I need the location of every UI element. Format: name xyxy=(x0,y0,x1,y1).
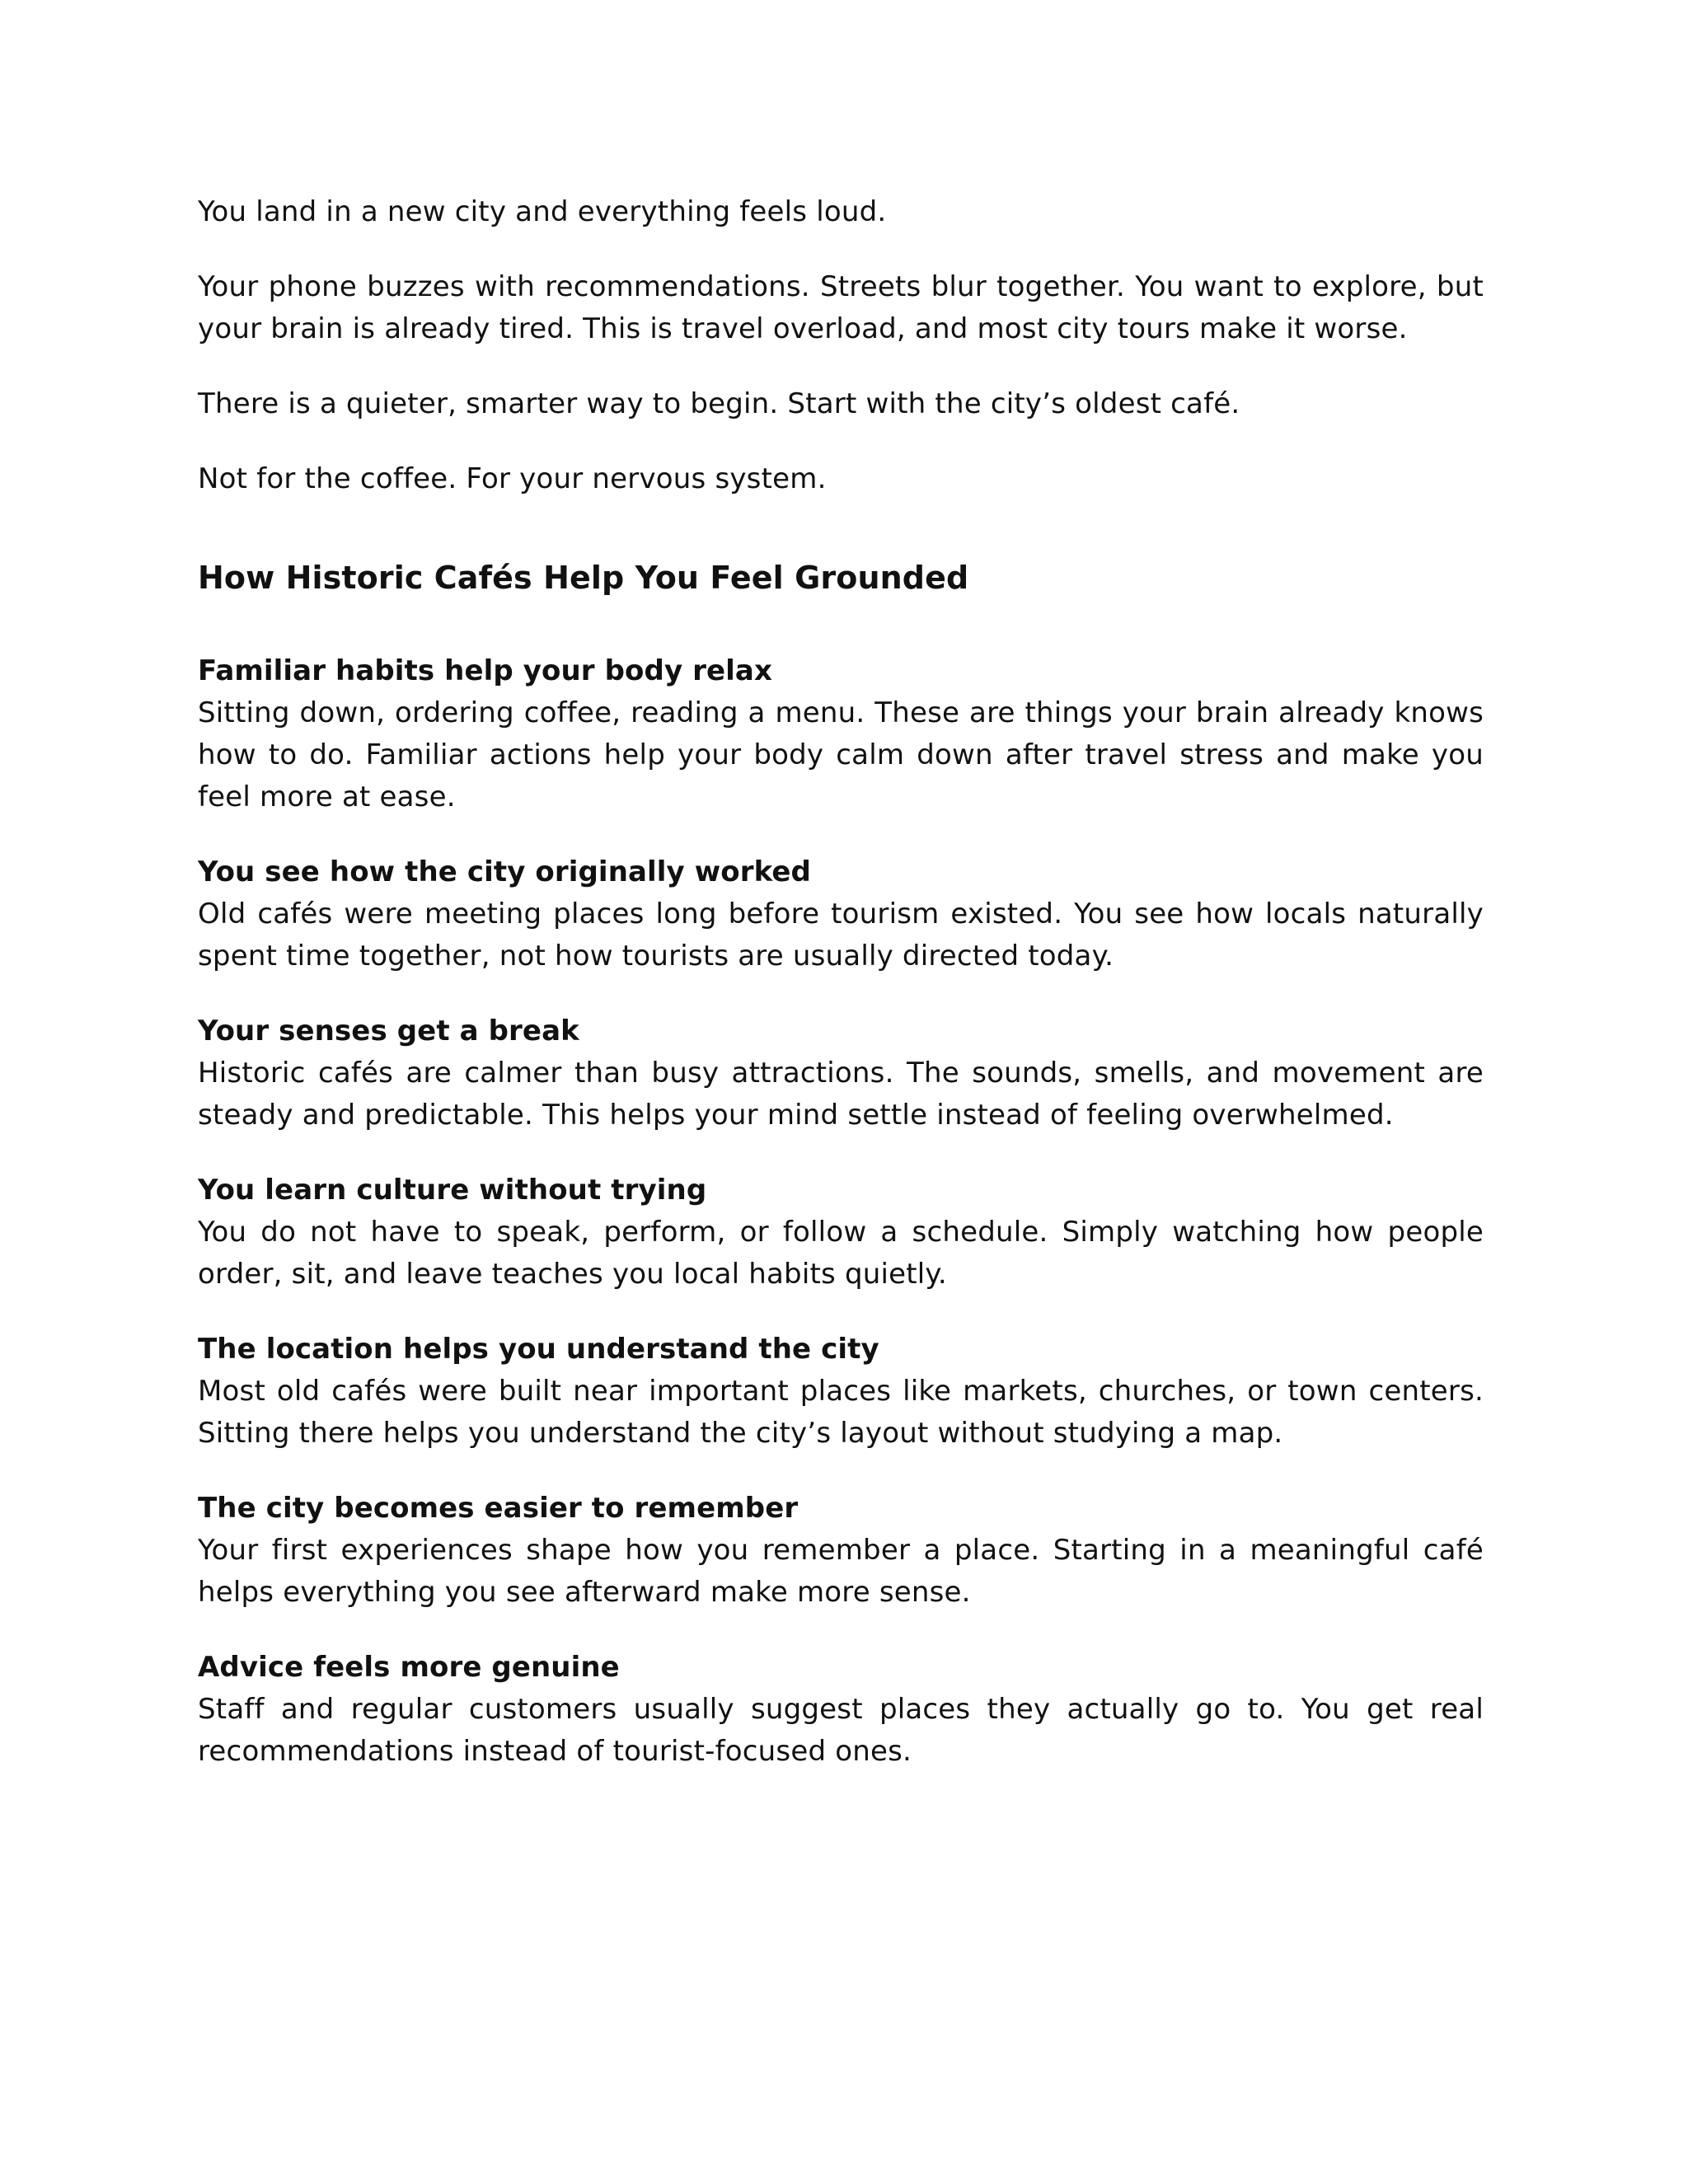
section-heading: How Historic Cafés Help You Feel Grounded xyxy=(198,560,969,596)
section-body: Your first experiences shape how you remember a place. Starting in a meaningful café helps everything you see afterward make more sense. xyxy=(198,1534,1484,1609)
section-title: Familiar habits help your body relax xyxy=(198,654,772,687)
section-body: Old cafés were meeting places long before tourism existed. You see how locals naturally spent time together, not how tourists are usually directed today. xyxy=(198,898,1484,972)
sections-list xyxy=(198,650,1484,1773)
section-item xyxy=(198,1010,1484,1137)
section-title: Your senses get a break xyxy=(198,1015,579,1047)
document-page xyxy=(198,191,1484,1806)
section-body: You do not have to speak, perform, or follow a schedule. Simply watching how people order, sit, and leave teaches you local habits quietly. xyxy=(198,1216,1484,1291)
section-title: The location helps you understand the city xyxy=(198,1333,879,1366)
section-title: Advice feels more genuine xyxy=(198,1651,620,1684)
section-item xyxy=(198,1488,1484,1614)
section-item xyxy=(198,1329,1484,1455)
section-item xyxy=(198,1647,1484,1773)
section-item xyxy=(198,1169,1484,1296)
section-body: Historic cafés are calmer than busy attractions. The sounds, smells, and movement are steady and predictable. This helps your mind settle instead of feeling overwhelmed. xyxy=(198,1057,1484,1132)
section-body: Sitting down, ordering coffee, reading a menu. These are things your brain already knows how to do. Familiar actions help your body calm down after travel stress and make you feel more at ease. xyxy=(198,696,1484,813)
section-item xyxy=(198,650,1484,818)
intro-paragraph: Your phone buzzes with recommendations. Streets blur together. You want to explore, but your brain is already tired. This is travel overload, and most city tours make it worse. xyxy=(198,270,1484,345)
section-body: Staff and regular customers usually suggest places they actually go to. You get real recommendations instead of tourist-focused ones. xyxy=(198,1693,1484,1768)
section-title: You learn culture without trying xyxy=(198,1174,707,1207)
intro-paragraph: There is a quieter, smarter way to begin. Start with the city’s oldest café. xyxy=(198,387,1240,420)
intro-paragraph: You land in a new city and everything feels loud. xyxy=(198,195,887,228)
intro-paragraph: Not for the coffee. For your nervous system. xyxy=(198,462,827,495)
intro xyxy=(198,191,1484,500)
section-title: The city becomes easier to remember xyxy=(198,1492,799,1525)
section-item xyxy=(198,851,1484,977)
section-title: You see how the city originally worked xyxy=(198,855,811,888)
section-body: Most old cafés were built near important places like markets, churches, or town centers. Sitting there helps you understand the city’s layout without studying a map. xyxy=(198,1375,1484,1450)
